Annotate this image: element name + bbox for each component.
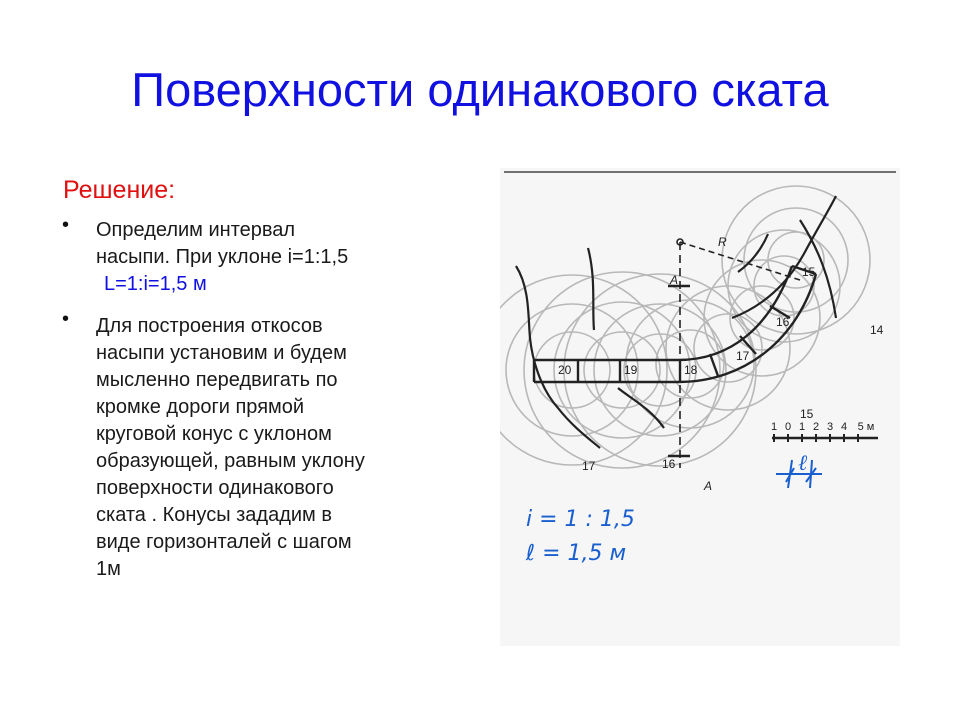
bullet-2-line: мысленно передвигать по bbox=[96, 369, 338, 391]
contour-label: 17 bbox=[582, 459, 596, 473]
road-slope-diagram bbox=[500, 168, 900, 646]
svg-text:3: 3 bbox=[826, 421, 834, 433]
bullet-2-line: поверхности одинакового bbox=[96, 477, 334, 499]
bullet-1-text bbox=[96, 217, 466, 298]
contour-label: 15 bbox=[802, 265, 816, 279]
svg-text:5 м: 5 м bbox=[857, 421, 875, 433]
contour-label: 17 bbox=[736, 349, 750, 363]
solution-heading: Решение: bbox=[63, 176, 176, 204]
bullet-1-line: Определим интервал bbox=[96, 219, 296, 241]
svg-text:2: 2 bbox=[812, 421, 820, 433]
bullet-marker: • bbox=[62, 308, 70, 330]
figure-background bbox=[500, 168, 900, 646]
svg-text:0: 0 bbox=[784, 421, 792, 433]
bullet-marker: • bbox=[62, 214, 70, 236]
svg-text:1: 1 bbox=[798, 421, 806, 433]
contour-label: 16 bbox=[776, 315, 790, 329]
bullet-2-line: кромке дороги прямой bbox=[96, 396, 305, 418]
bullet-2-line: ската . Конусы зададим в bbox=[96, 504, 332, 526]
bullet-2-text bbox=[96, 313, 466, 583]
point-label: A bbox=[704, 479, 713, 493]
bullet-2-line: круговой конус с уклоном bbox=[96, 423, 332, 445]
bullet-1-line: насыпи. При уклоне i=1:1,5 bbox=[96, 246, 349, 268]
bullet-2-line: виде горизонталей с шагом bbox=[96, 531, 352, 553]
svg-text:4: 4 bbox=[840, 421, 848, 433]
point-label: A bbox=[670, 273, 679, 287]
interval-symbol: ℓ bbox=[798, 451, 808, 476]
point-label: R bbox=[718, 235, 727, 249]
contour-label: 14 bbox=[870, 323, 884, 337]
bullet-2-line: Для построения откосов bbox=[96, 315, 323, 337]
slide-title: Поверхности одинакового ската bbox=[131, 63, 829, 116]
svg-text:1: 1 bbox=[770, 421, 778, 433]
contour-label: 18 bbox=[684, 363, 698, 377]
bullet-1-formula: L=1:i=1,5 м bbox=[104, 273, 207, 295]
contour-label: 16 bbox=[662, 457, 676, 471]
contour-label: 15 bbox=[800, 407, 814, 421]
contour-label: 20 bbox=[558, 363, 572, 377]
contour-label: 19 bbox=[624, 363, 638, 377]
bullet-2-line: образующей, равным уклону bbox=[96, 450, 365, 472]
bullet-2-line: насыпи установим и будем bbox=[96, 342, 347, 364]
bullet-2-line: 1м bbox=[96, 558, 121, 580]
handwritten-interval-value: ℓ = 1,5 м bbox=[526, 541, 627, 566]
handwritten-slope: i = 1 : 1,5 bbox=[526, 507, 635, 532]
